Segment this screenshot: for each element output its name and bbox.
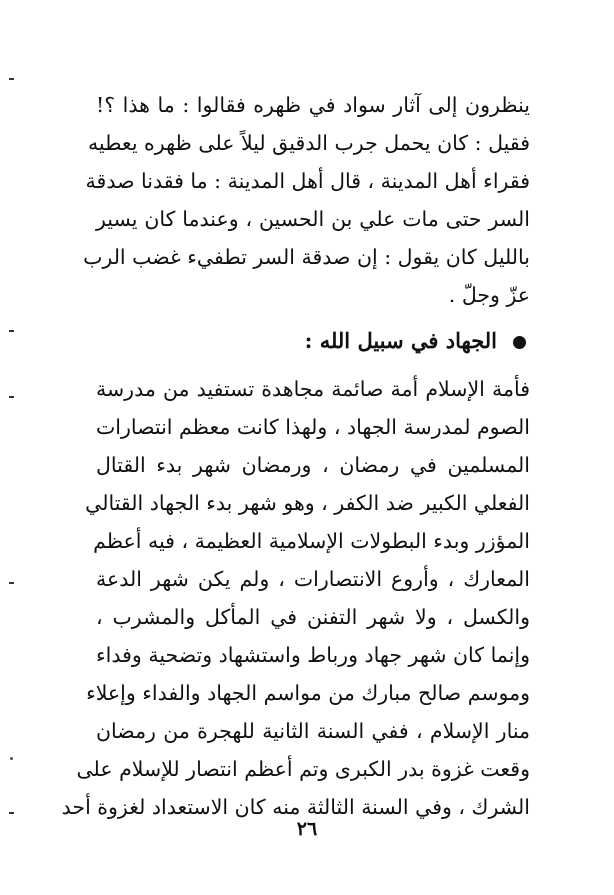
- page-text-block: [61, 86, 530, 826]
- text-line: فقيل : كان يحمل جرب الدقيق ليلاً على ظهره يعطيه: [87, 131, 530, 155]
- scan-mark: [9, 330, 14, 332]
- text-line: وموسم صالح مبارك من مواسم الجهاد والفداء وإعلاء: [86, 681, 530, 705]
- text-line: ينظرون إلى آثار سواد في ظهره فقالوا : ما هذا ؟!: [96, 93, 530, 117]
- section-heading-text: الجهاد في سبيل الله :: [304, 328, 497, 353]
- text-line: وقعت غزوة بدر الكبرى وتم أعظم انتصار للإسلام على: [76, 757, 530, 781]
- text-line: بالليل كان يقول : إن صدقة السر تطفيء غضب الرب: [83, 245, 530, 269]
- text-line: السر حتى مات علي بن الحسين ، وعندما كان يسير: [96, 207, 530, 231]
- section-heading: [96, 322, 530, 360]
- scan-mark: [9, 582, 14, 584]
- text-line: منار الإسلام ، ففي السنة الثانية للهجرة من رمضان: [96, 719, 530, 743]
- text-line: المعارك ، وأروع الانتصارات ، ولم يكن شهر الدعة: [96, 567, 530, 591]
- scan-mark: [10, 757, 13, 760]
- text-line: المؤزر وبدء البطولات الإسلامية العظيمة ، فيه أعظم: [93, 529, 530, 553]
- text-line: الشرك ، وفي السنة الثالثة منه كان الاستعداد لغزوة أحد: [61, 795, 530, 819]
- text-line: فقراء أهل المدينة ، قال أهل المدينة : ما فقدنا صدقة: [85, 169, 530, 193]
- scan-mark: [9, 812, 14, 814]
- page-number: ٢٦: [296, 818, 318, 840]
- text-line: فأمة الإسلام أمة صائمة مجاهدة تستفيد من مدرسة: [96, 377, 530, 401]
- bullet-icon: [513, 336, 526, 349]
- text-line: الصوم لمدرسة الجهاد ، ولهذا كانت معظم انتصارات: [96, 415, 530, 439]
- text-line: عزّ وجلّ .: [448, 283, 530, 307]
- text-line: الفعلي الكبير ضد الكفر ، وهو شهر بدء الجهاد القتالي: [85, 491, 530, 515]
- text-line: والكسل ، ولا شهر التفنن في المأكل والمشرب ،: [96, 605, 530, 629]
- text-line: المسلمين في رمضان ، ورمضان شهر بدء القتال: [96, 453, 530, 477]
- text-line: وإنما كان شهر جهاد ورباط واستشهاد وتضحية وفداء: [96, 643, 530, 667]
- scan-mark: [9, 396, 14, 398]
- scan-mark: [9, 78, 14, 80]
